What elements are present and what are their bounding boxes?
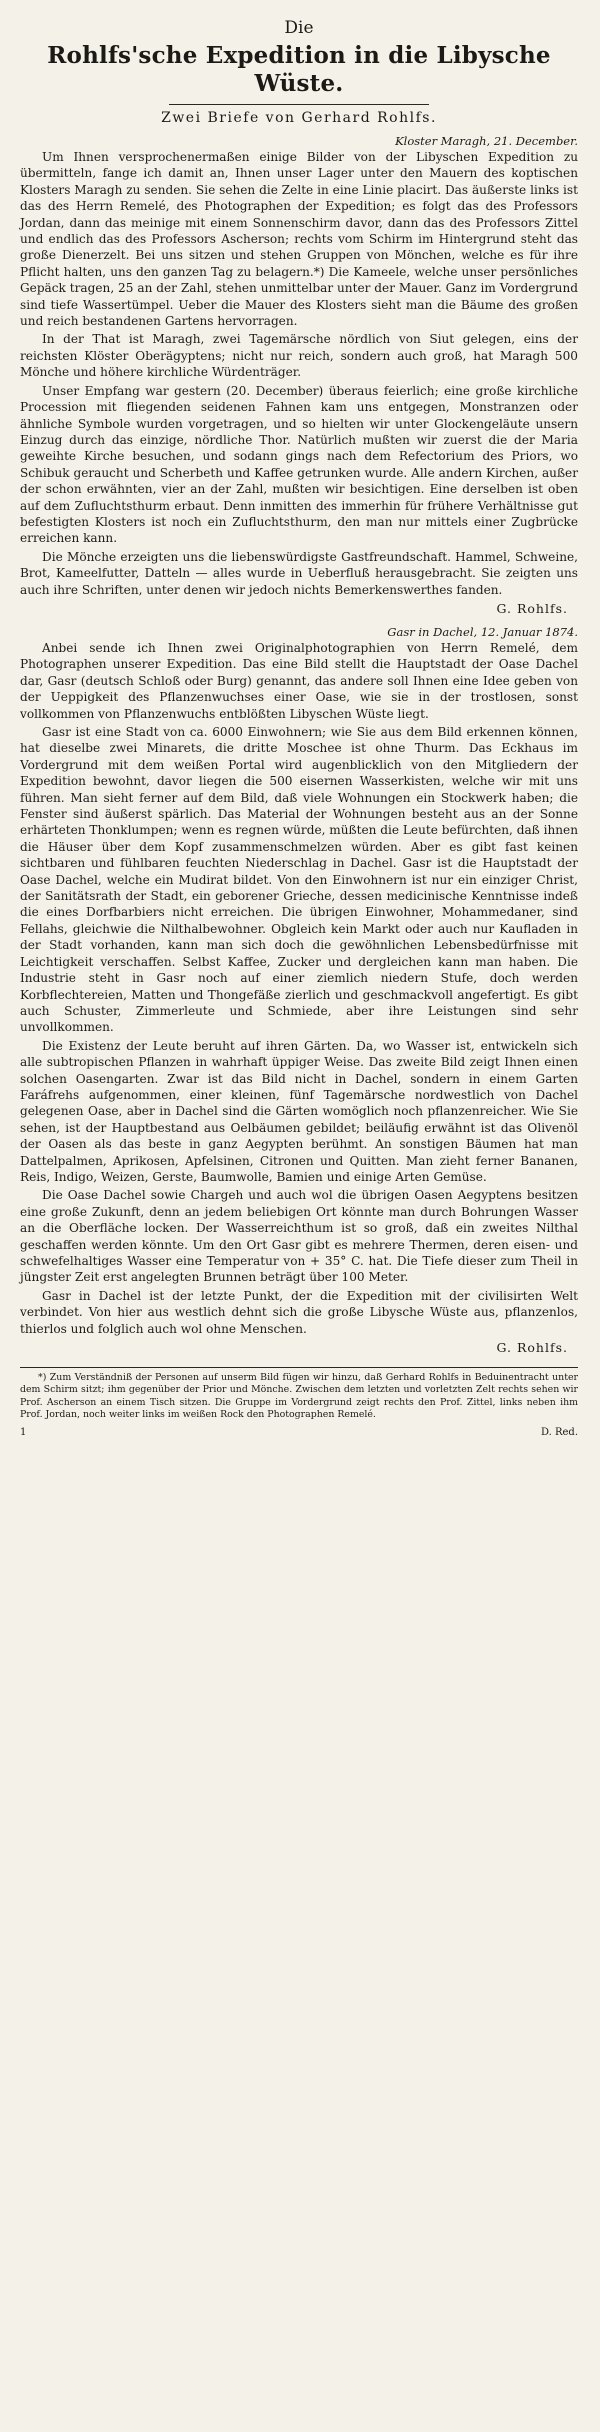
footnote [20,1372,578,1438]
letter1-signature: G. Rohlfs. [496,600,568,616]
title-rule [169,104,429,105]
paragraph: Die Mönche erzeigten uns die liebenswürdigste Gastfreundschaft. Hammel, Schweine, Brot, Kameelfutter, Datteln — alles wurde in Ueberfluß herausgebracht. Sie zeigten uns auch ihre Schriften, unter denen wir jedoch nichts Bemerkenswerthes fanden. [20,549,578,597]
paragraph: Unser Empfang war gestern (20. December) überaus feierlich; eine große kirchliche Procession mit fliegenden seidenen Fahnen kam uns entgegen, Monstranzen oder ähnliche Symbole wurden vorgetragen, und so hielten wir unter Glockengeläute unsern Einzug durch das einzige, nördliche Thor. Natürlich mußten wir zuerst die der Maria geweihte Kirche besuchen, und sodann gings nach dem Refectorium des Priors, wo Schibuk geraucht und Scherbeth und Kaffee getrunken wurde. Alle andern Kirchen, außer der schon erwähnten, vier an der Zahl, mußten wir besichtigen. Eine derselben ist oben auf dem Zufluchtsthurm erbaut. Denn inmitten des immerhin für frühere Verhältnisse gut befestigten Klosters ist noch ein Zufluchtsthurm, den man nur mittels einer Zugbrücke erreichen kann. [20,383,578,546]
article-title: Rohlfs'sche Expedition in die Libysche Wüste. [47,42,551,97]
paragraph: Um Ihnen versprochenermaßen einige Bilder von der Libyschen Expedition zu übermitteln, fange ich damit an, Ihnen unser Lager unter den Mauern des koptischen Klosters Maragh zu senden. Sie sehen die Zelte in eine Linie placirt. Das äußerste links ist das des Herrn Remelé, des Photographen der Expedition; es folgt das des Professors Jordan, dann das meinige mit einem Sonnenschirm davor, dann das des Professors Zittel und endlich das des Professors Ascherson; rechts vom Schirm im Hintergrund steht das große Dienerzelt. Bei uns sitzen und stehen Gruppen von Mönchen, welche es für ihre Pflicht halten, uns den ganzen Tag zu belagern.*) Die Kameele, welche unser persönliches Gepäck tragen, 25 an der Zahl, stehen unmittelbar unter der Mauer. Ganz im Vordergrund sind tiefe Wassertümpel. Ueber die Mauer des Klosters sieht man die Bäume des großen und reich bestandenen Gartens hervorragen. [20,150,578,329]
letter2-body [20,640,578,1337]
letter1-body [20,149,578,598]
letter2-signature: G. Rohlfs. [496,1340,568,1356]
paragraph: Gasr in Dachel ist der letzte Punkt, der die Expedition mit der civilisirten Welt verbindet. Von hier aus westlich dehnt sich die große Libysche Wüste aus, pflanzenlos, thierlos und folglich auch wol ohne Menschen. [20,1288,578,1336]
letter2-dateline: Gasr in Dachel, 12. Januar 1874. [387,624,578,639]
article-pre-title: Die [284,18,314,38]
editor-mark: D. Red. [540,1427,578,1439]
footnote-text: *) Zum Verständniß der Personen auf unserm Bild fügen wir hinzu, daß Gerhard Rohlfs in Beduinentracht unter dem Schirm sitzt; ihm gegenüber der Prior und Mönche. Zwischen dem letzten und vorletzten Zelt rechts sehen wir Prof. Ascherson an einem Tisch sitzen. Die Gruppe im Vordergrund zeigt rechts den Prof. Zittel, links neben ihm Prof. Jordan, noch weiter links im weißen Rock den Photographen Remelé. [20,1372,578,1420]
footnote-divider [20,1367,578,1368]
article-subtitle: Zwei Briefe von Gerhard Rohlfs. [161,110,437,126]
paragraph: Anbei sende ich Ihnen zwei Originalphotographien von Herrn Remelé, dem Photographen unserer Expedition. Das eine Bild stellt die Hauptstadt der Oase Dachel dar, Gasr (deutsch Schloß oder Burg) genannt, das andere soll Ihnen eine Idee geben von der Ueppigkeit des Pflanzenwuchses einer Oase, wie sie in der trostlosen, sonst vollkommen von Pflanzenwuchs entblößten Libyschen Wüste liegt. [20,640,578,721]
paragraph: In der That ist Maragh, zwei Tagemärsche nördlich von Siut gelegen, eins der reichsten Klöster Oberägyptens; nicht nur reich, sondern auch groß, hat Maragh 500 Mönche und höhere kirchliche Würdenträger. [20,332,578,380]
page-mark: 1 [20,1427,27,1439]
paragraph: Die Oase Dachel sowie Chargeh und auch wol die übrigen Oasen Aegyptens besitzen eine große Zukunft, denn an jedem beliebigen Ort könnte man durch Bohrungen Wasser an die Oberfläche locken. Der Wasserreichthum ist so groß, daß ein zweites Nilthal geschaffen werden könnte. Um den Ort Gasr gibt es mehrere Thermen, deren eisen- und schwefelhaltiges Wasser eine Temperatur von + 35° C. hat. Die Tiefe dieser zum Theil in jüngster Zeit erst angelegten Brunnen beträgt über 100 Meter. [20,1188,578,1285]
footnote-bottom [20,1427,578,1438]
paragraph: Die Existenz der Leute beruht auf ihren Gärten. Da, wo Wasser ist, entwickeln sich alle subtropischen Pflanzen in wahrhaft üppiger Weise. Das zweite Bild zeigt Ihnen einen solchen Oasengarten. Zwar ist das Bild nicht in Dachel, sondern in einem Garten Faráfrehs aufgenommen, einer kleinen, fünf Tagemärsche nordwestlich von Dachel gelegenen Oase, aber in Dachel sind die Gärten womöglich noch pflanzenreicher. Wie Sie sehen, ist der Hauptbestand aus Oelbäumen gebildet; beiläufig erwähnt ist das Olivenöl der Oasen als das beste in ganz Aegypten berühmt. An sonstigen Bäumen hat man Dattelpalmen, Aprikosen, Apfelsinen, Citronen und Quitten. Man zieht ferner Bananen, Reis, Indigo, Weizen, Gerste, Baumwolle, Bamien und einige Arten Gemüse. [20,1038,578,1184]
paragraph: Gasr ist eine Stadt von ca. 6000 Einwohnern; wie Sie aus dem Bild erkennen können, hat dieselbe zwei Minarets, die dritte Moschee ist ohne Thurm. Das Eckhaus im Vordergrund mit dem weißen Portal wird augenblicklich von den Mitgliedern der Expedition bewohnt, davor liegen die 500 eisernen Wasserkisten, welche wir mit uns führen. Man sieht ferner auf dem Bild, daß viele Wohnungen ein Stockwerk haben; die Fenster sind äußerst spärlich. Das Material der Wohnungen besteht aus an der Sonne erhärteten Thonklumpen; wenn es regnen würde, müßten die Leute befürchten, daß ihnen die Häuser über dem Kopf zusammenschmelzen würden. Aber es gibt fast keinen sichtbaren und fühlbaren feuchten Niederschlag in Dachel. Gasr ist die Hauptstadt der Oase Dachel, welche ein Mudirat bildet. Von den Einwohnern ist nur ein einziger Christ, der Sanitätsrath der Stadt, ein geborener Grieche, dessen medicinische Kenntnisse indeß die eines Dorfbarbiers nicht erreichen. Die übrigen Einwohner, Mohammedaner, sind Fellahs, gleichwie die Nilthalbewohner. Obgleich kein Markt oder auch nur Kaufladen in der Stadt vorhanden, kann man sich doch die gewöhnlichen Lebensbedürfnisse mit Leichtigkeit verschaffen. Selbst Kaffee, Zucker und dergleichen kann man haben. Die Industrie steht in Gasr noch auf einer ziemlich niedern Stufe, doch werden Korbflechtereien, Matten und Thongefäße zierlich und geschmackvoll angefertigt. Es gibt auch Schuster, Zimmerleute und Schmiede, aber ihre Leistungen sind sehr unvollkommen. [20,725,578,1035]
letter1-dateline: Kloster Maragh, 21. December. [395,134,578,148]
